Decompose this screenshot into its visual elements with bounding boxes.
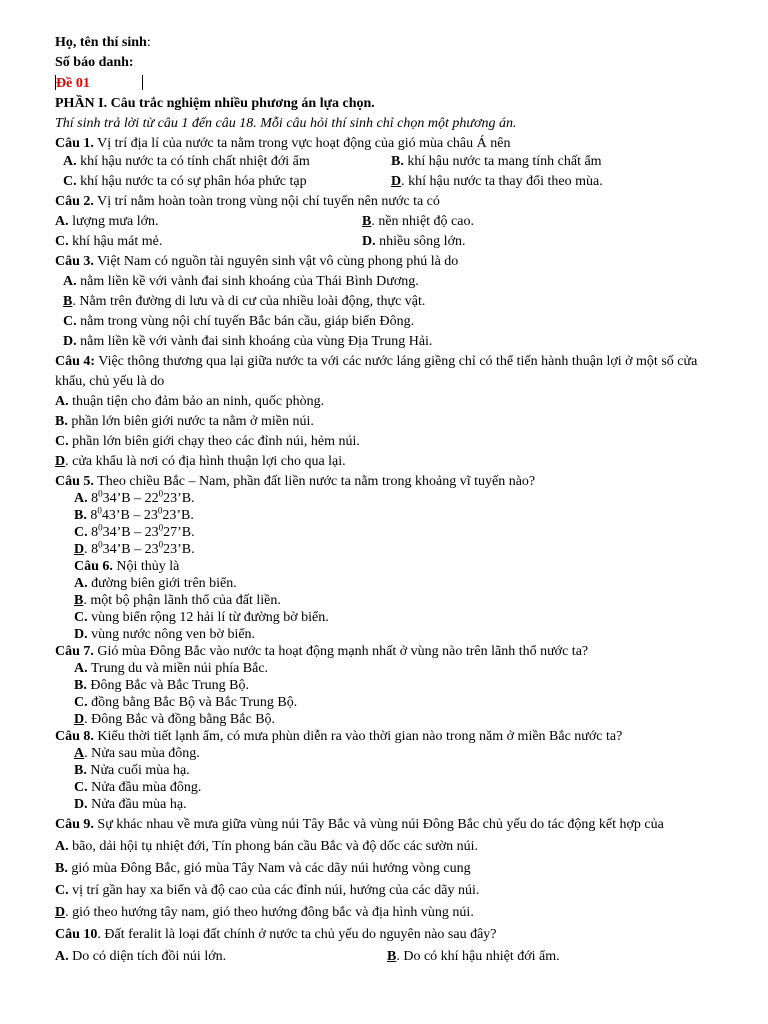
- question-6: Câu 6. Nội thủy là: [74, 559, 180, 574]
- option-b[interactable]: B. nền nhiệt độ cao.: [362, 214, 474, 229]
- option-a[interactable]: A. Nửa sau mùa đông.: [74, 746, 200, 761]
- option-d[interactable]: D. vùng nước nông ven bờ biển.: [74, 627, 256, 642]
- option-c[interactable]: C. nằm trong vùng nội chí tuyến Bắc bán cầu, giáp biển Đông.: [63, 314, 415, 329]
- question-9: Câu 9. Sự khác nhau về mưa giữa vùng núi Tây Bắc và vùng núi Đông Bắc chủ yếu do tác động kết hợp của: [55, 817, 664, 832]
- option-a[interactable]: A. thuận tiện cho đảm bảo an ninh, quốc phòng.: [55, 394, 325, 409]
- option-c[interactable]: C. khí hậu mát mẻ.: [55, 234, 163, 249]
- option-a[interactable]: A. Trung du và miền núi phía Bắc.: [74, 661, 269, 676]
- exam-code-line: [55, 75, 735, 92]
- option-d[interactable]: D. Nửa đầu mùa hạ.: [74, 797, 187, 812]
- exam-code: Đề 01: [56, 76, 90, 91]
- candidate-id-label: Số báo danh:: [55, 55, 134, 70]
- option-c[interactable]: C. Nửa đầu mùa đông.: [74, 780, 202, 795]
- option-d[interactable]: D. $8^034’B$ – $23^023’B$.: [74, 539, 195, 557]
- option-b[interactable]: B. một bộ phận lãnh thổ của đất liền.: [74, 593, 281, 608]
- option-d[interactable]: D. gió theo hướng tây nam, gió theo hướng đông bắc và địa hình vùng núi.: [55, 905, 474, 920]
- option-b[interactable]: B. gió mùa Đông Bắc, gió mùa Tây Nam và các dãy núi hướng vòng cung: [55, 861, 471, 876]
- question-3: Câu 3. Việt Nam có nguồn tài nguyên sinh vật vô cùng phong phú là do: [55, 254, 459, 269]
- question-1-options-cd: [55, 172, 735, 192]
- option-b[interactable]: B. khí hậu nước ta mang tính chất ẩm: [391, 154, 602, 169]
- exam-page: [55, 34, 735, 968]
- option-c[interactable]: C. khí hậu nước ta có sự phân hóa phức tạp: [63, 174, 307, 189]
- question-10-options-ab: [55, 946, 735, 968]
- option-b[interactable]: B. Nằm trên đường di lưu và di cư của nhiều loài động, thực vật.: [63, 294, 426, 309]
- question-1: Câu 1. Vị trí địa lí của nước ta nằm trong vực hoạt động của gió mùa châu Á nên: [55, 136, 511, 151]
- option-d[interactable]: D. cửa khẩu là nơi có địa hình thuận lợi cho qua lại.: [55, 454, 346, 469]
- option-c[interactable]: C. phần lớn biên giới chạy theo các đỉnh núi, hẻm núi.: [55, 434, 360, 449]
- option-a[interactable]: A. bão, dải hội tụ nhiệt đới, Tín phong bán cầu Bắc và độ dốc các sườn núi.: [55, 839, 479, 854]
- question-2: Câu 2. Vị trí nằm hoàn toàn trong vùng nội chí tuyến nên nước ta có: [55, 194, 440, 209]
- option-a[interactable]: A. đường biên giới trên biển.: [74, 576, 237, 591]
- option-a[interactable]: A. $8^034’B$ – $22^023’B$.: [74, 488, 195, 506]
- option-d[interactable]: D. nhiều sông lớn.: [362, 234, 466, 249]
- option-d[interactable]: D. nằm liền kề với vành đai sinh khoáng của vùng Địa Trung Hải.: [63, 334, 433, 349]
- option-b[interactable]: B. Nửa cuối mùa hạ.: [74, 763, 190, 778]
- option-a[interactable]: A. Do có diện tích đồi núi lớn.: [55, 949, 227, 964]
- option-a[interactable]: A. lượng mưa lớn.: [55, 214, 159, 229]
- candidate-id-line: [55, 54, 735, 71]
- text-cursor-end: [142, 75, 143, 90]
- question-8: Câu 8. Kiểu thời tiết lạnh ẩm, có mưa phùn diễn ra vào thời gian nào trong năm ở miền Bắc nước ta?: [55, 729, 623, 744]
- option-b[interactable]: B. Đông Bắc và Bắc Trung Bộ.: [74, 678, 250, 693]
- question-10: Câu 10. Đất feralit là loại đất chính ở nước ta chủ yếu do nguyên nào sau đây?: [55, 927, 497, 942]
- option-d[interactable]: D. Đông Bắc và đồng bằng Bắc Bộ.: [74, 712, 276, 727]
- option-a[interactable]: A. nằm liền kề với vành đai sinh khoáng của Thái Bình Dương.: [63, 274, 419, 289]
- option-c[interactable]: C. vùng biển rộng 12 hải lí từ đường bờ biển.: [74, 610, 329, 625]
- candidate-name-label: Họ, tên thí sinh: [55, 35, 147, 50]
- question-7: Câu 7. Gió mùa Đông Bắc vào nước ta hoạt động mạnh nhất ở vùng nào trên lãnh thổ nước ta?: [55, 644, 589, 659]
- question-2-options-cd: [55, 232, 735, 252]
- part-instruction: Thí sinh trả lời từ câu 1 đến câu 18. Mỗi câu hỏi thí sinh chỉ chọn một phương án.: [55, 116, 517, 131]
- part-title: PHẦN I. Câu trắc nghiệm nhiều phương án lựa chọn.: [55, 96, 375, 111]
- option-c[interactable]: C. $8^034’B$ – $23^027’B$.: [74, 522, 195, 540]
- candidate-name-line: Họ, tên thí sinh:: [55, 35, 151, 50]
- option-d[interactable]: D. khí hậu nước ta thay đổi theo mùa.: [391, 174, 603, 189]
- option-c[interactable]: C. vị trí gần hay xa biển và độ cao của các đỉnh núi, hướng của các dãy núi.: [55, 883, 480, 898]
- question-4: Câu 4: Việc thông thương qua lại giữa nước ta với các nước láng giềng chỉ có thể tiến hành thuận lợi ở một số cửa khẩu, chủ yếu là do: [55, 354, 698, 389]
- option-b[interactable]: B. phần lớn biên giới nước ta nằm ở miền núi.: [55, 414, 314, 429]
- option-a[interactable]: A. khí hậu nước ta có tính chất nhiệt đới ẩm: [63, 154, 310, 169]
- question-5: Câu 5. Theo chiều Bắc – Nam, phần đất liền nước ta nằm trong khoảng vĩ tuyến nào?: [55, 474, 536, 489]
- option-c[interactable]: C. đồng bằng Bắc Bộ và Bắc Trung Bộ.: [74, 695, 298, 710]
- option-b[interactable]: B. $8^043’B$ – $23^023’B$.: [74, 505, 194, 523]
- question-1-options-ab: [55, 152, 735, 172]
- option-b[interactable]: B. Do có khí hậu nhiệt đới ẩm.: [387, 949, 560, 964]
- question-2-options-ab: [55, 212, 735, 232]
